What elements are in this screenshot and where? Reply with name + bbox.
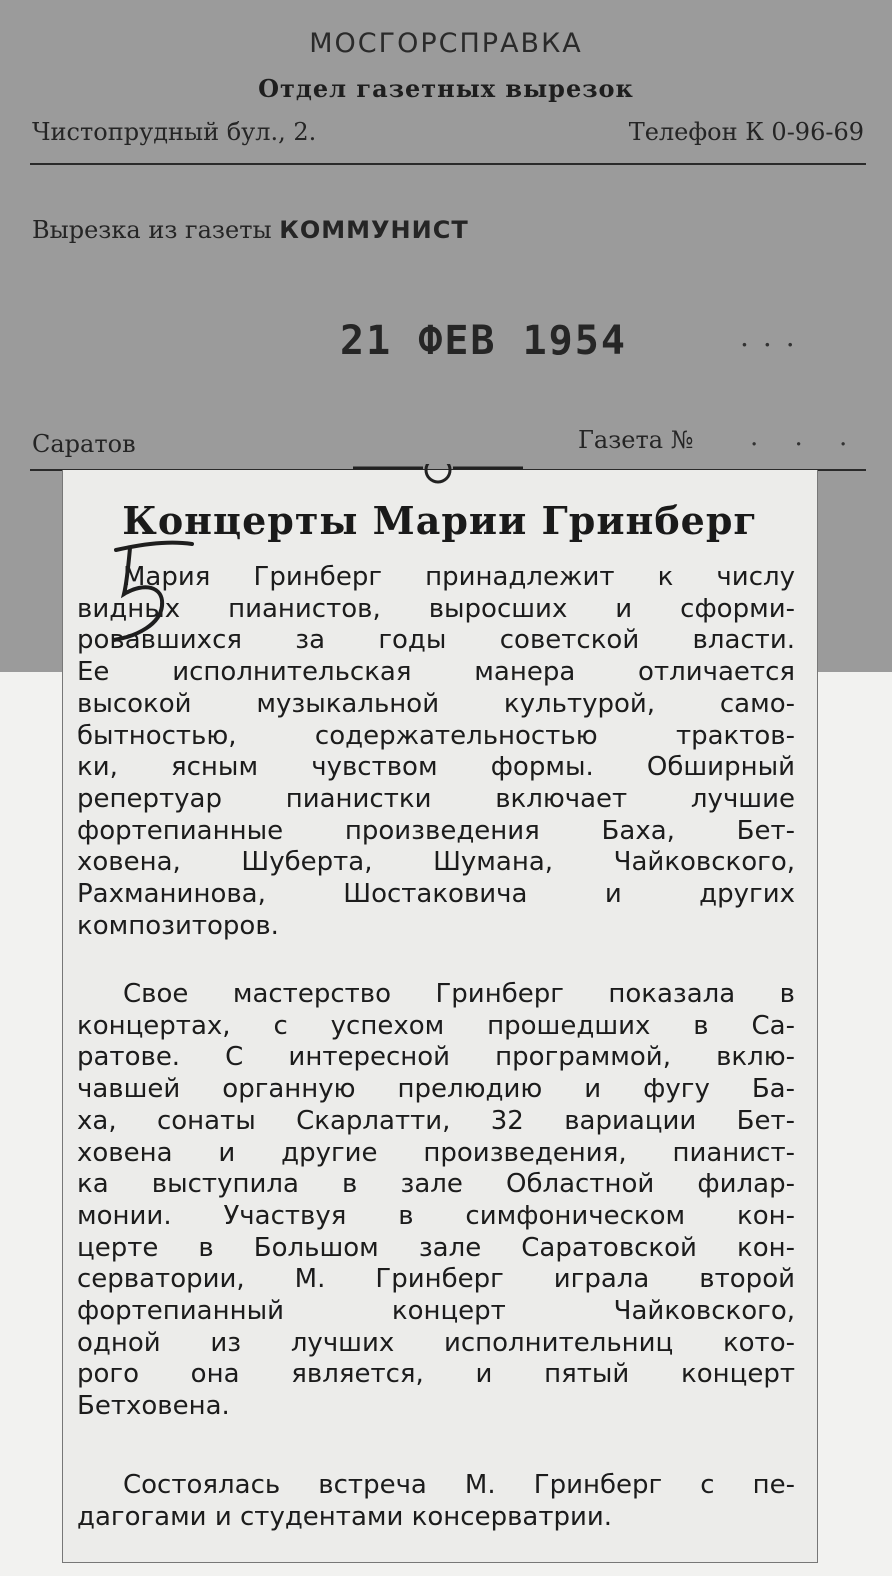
header-divider: [30, 163, 866, 165]
text-line: видных пианистов, выросших и сформи-: [77, 593, 795, 624]
text-line: чавшей органную прелюдию и фугу Ба-: [77, 1074, 795, 1105]
newspaper-name: КОММУНИСТ: [279, 216, 469, 244]
text-line: фортепианные произведения Баха, Бет-: [77, 815, 795, 846]
text-line: Рахманинова, Шостаковича и других: [77, 879, 795, 910]
handwritten-mark: [104, 536, 200, 646]
date-stamp: 21 ФЕВ 1954: [340, 318, 627, 364]
text-line: Ее исполнительская манера отличается: [77, 657, 795, 688]
text-line: церте в Большом зале Саратовской кон-: [77, 1232, 795, 1263]
text-line: одной из лучших исполнительниц кото-: [77, 1327, 795, 1358]
card-edge: [816, 470, 892, 642]
text-line: ровавшихся за годы советской власти.: [77, 625, 795, 656]
address: Чистопрудный бул., 2.: [32, 118, 317, 146]
text-line: ха, сонаты Скарлатти, 32 вариации Бет-: [77, 1105, 795, 1136]
clipping-source-label: Вырезка из газеты: [32, 216, 272, 244]
text-line: монии. Участвуя в симфоническом кон-: [77, 1200, 795, 1231]
text-line: ховена, Шуберта, Шумана, Чайковского,: [77, 847, 795, 878]
text-line: Состоялась встреча М. Гринберг с пе-: [123, 1470, 795, 1500]
ornament-rule: [353, 464, 523, 486]
department-name: Отдел газетных вырезок: [258, 74, 634, 103]
text-line: композиторов.: [77, 910, 279, 941]
text-line: ратове. С интересной программой, вклю-: [77, 1042, 795, 1073]
text-line: репертуар пианистки включает лучшие: [77, 783, 795, 814]
text-line: ховена и другие произведения, пианист-: [77, 1137, 795, 1168]
text-line: Мария Гринберг принадлежит к числу: [123, 562, 795, 592]
text-line: дагогами и студентами консерватрии.: [77, 1501, 613, 1532]
text-line: фортепианный концерт Чайковского,: [77, 1296, 795, 1327]
city: Саратов: [32, 430, 136, 458]
text-line: концертах, с успехом прошедших в Са-: [77, 1010, 795, 1041]
text-line: серватории, М. Гринберг играла второй: [77, 1264, 795, 1295]
text-line: ки, ясным чувством формы. Обширный: [77, 752, 795, 783]
text-line: Свое мастерство Гринберг показала в: [123, 979, 795, 1009]
article-paragraph-3: [77, 1470, 795, 1533]
text-line: ка выступила в зале Областной филар-: [77, 1169, 795, 1200]
issue-number-dots: . . .: [750, 422, 862, 452]
text-line: высокой музыкальной культурой, само-: [77, 688, 795, 719]
article-paragraph-2: [77, 979, 795, 1423]
phone: Телефон К 0-96-69: [628, 118, 864, 146]
clipping-source-line: [32, 216, 469, 244]
text-line: бытностью, содержательностью трактов-: [77, 720, 795, 751]
article-title: Концерты Марии Гринберг: [122, 498, 758, 543]
stamp-dots: ...: [740, 320, 809, 353]
organization-name: МОСГОРСПРАВКА: [309, 28, 583, 59]
issue-label: Газета №: [578, 426, 694, 454]
text-line: рого она является, и пятый концерт: [77, 1359, 795, 1390]
text-line: Бетховена.: [77, 1391, 230, 1422]
